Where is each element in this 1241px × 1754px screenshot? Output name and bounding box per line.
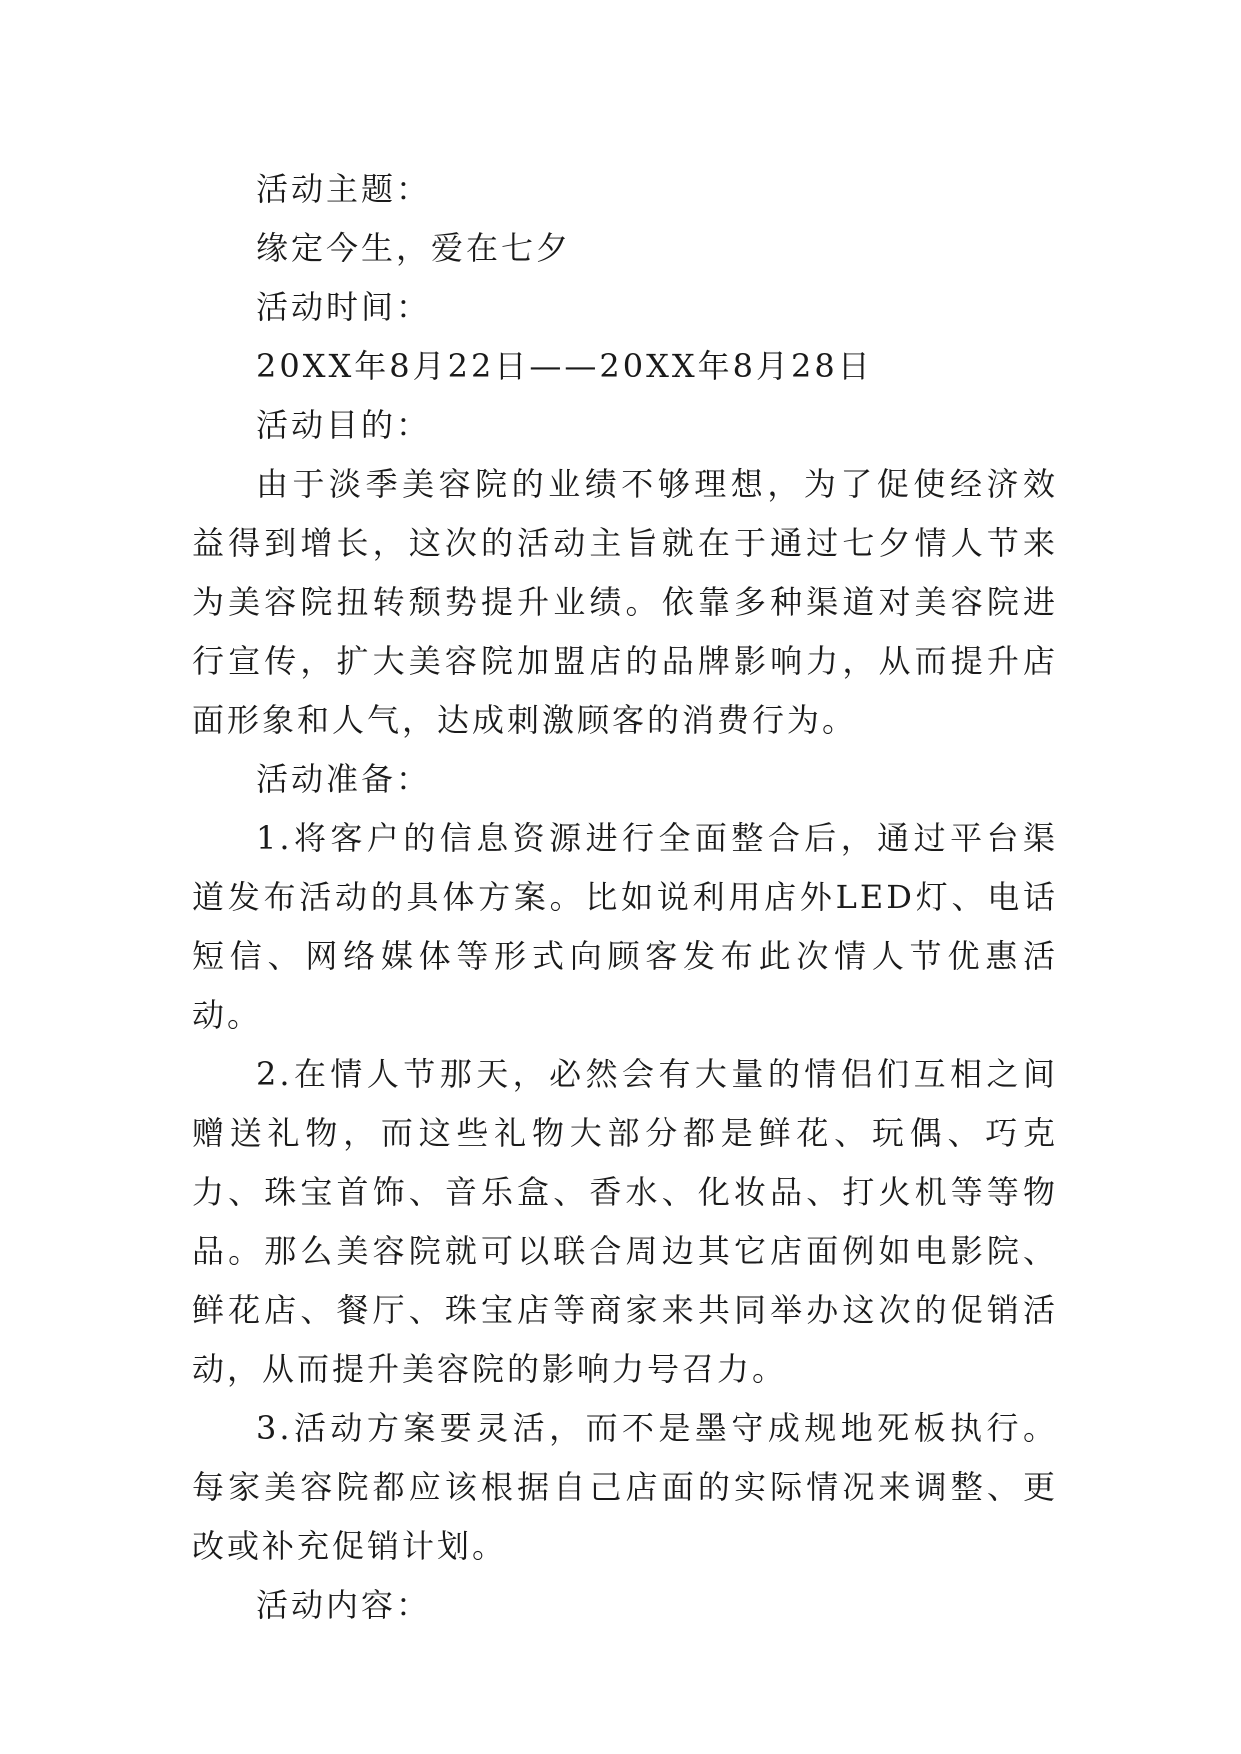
heading-theme: 活动主题： [256,170,432,208]
theme-text: 缘定今生，爱在七夕 [256,229,572,267]
time-text: 20XX年8月22日——20XX年8月28日 [256,347,873,385]
preparation-item-3: 3.活动方案要灵活，而不是墨守成规地死板执行。每家美容院都应该根据自己店面的实际情况来调整、更改或补充促销计划。 [192,1409,1058,1565]
document-body [192,160,1058,1635]
heading-preparation: 活动准备： [256,760,432,798]
heading-purpose: 活动目的： [256,406,432,444]
preparation-item-2: 2.在情人节那天，必然会有大量的情侣们互相之间赠送礼物，而这些礼物大部分都是鲜花、玩偶、巧克力、珠宝首饰、音乐盒、香水、化妆品、打火机等等物品。那么美容院就可以联合周边其它店面例如电影院、鲜花店、餐厅、珠宝店等商家来共同举办这次的促销活动，从而提升美容院的影响力号召力。 [192,1055,1058,1388]
preparation-item-1: 1.将客户的信息资源进行全面整合后，通过平台渠道发布活动的具体方案。比如说利用店外LED灯、电话短信、网络媒体等形式向顾客发布此次情人节优惠活动。 [192,819,1058,1034]
heading-content: 活动内容： [256,1586,432,1624]
heading-time: 活动时间： [256,288,432,326]
purpose-paragraph: 由于淡季美容院的业绩不够理想，为了促使经济效益得到增长，这次的活动主旨就在于通过七夕情人节来为美容院扭转颓势提升业绩。依靠多种渠道对美容院进行宣传，扩大美容院加盟店的品牌影响力，从而提升店面形象和人气，达成刺激顾客的消费行为。 [192,465,1058,739]
